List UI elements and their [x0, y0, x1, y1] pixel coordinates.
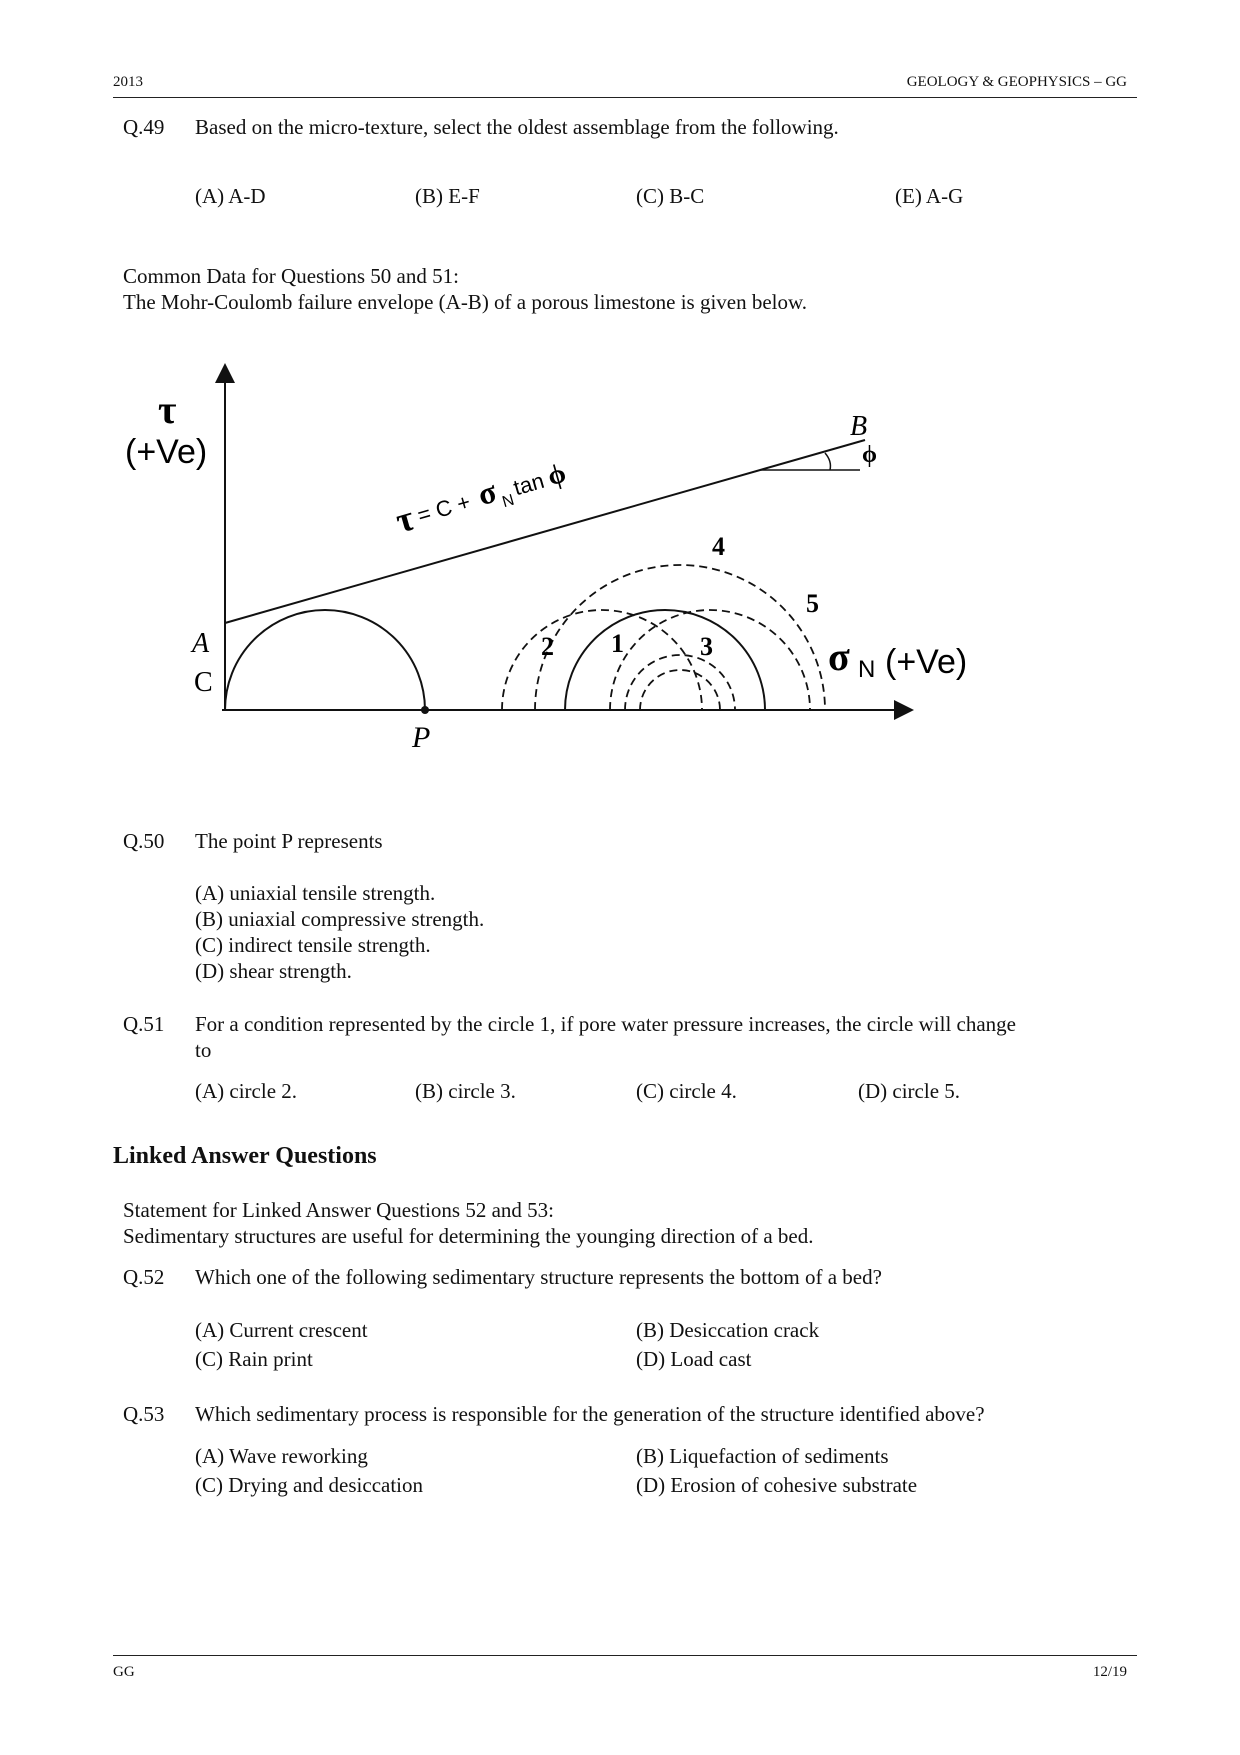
phi-angle-arc — [825, 453, 830, 470]
q49-option-b: (B) E-F — [415, 184, 480, 208]
q52-number: Q.52 — [123, 1265, 165, 1289]
linked-statement-text: Sedimentary structures are useful for determining the younging direction of a bed. — [123, 1224, 814, 1248]
circle-label-1: 1 — [611, 629, 624, 658]
q53-text: Which sedimentary process is responsible for the generation of the structure identified above? — [195, 1402, 985, 1426]
q49-option-e: (E) A-G — [895, 184, 964, 208]
q49-number: Q.49 — [123, 115, 165, 139]
label-b: B — [850, 411, 868, 442]
sigma-axis-symbol: σ — [828, 634, 850, 679]
q51-option-b: (B) circle 3. — [415, 1079, 516, 1103]
equation-subscript: N — [500, 491, 517, 512]
q53-option-c: (C) Drying and desiccation — [195, 1473, 424, 1497]
q53-option-d: (D) Erosion of cohesive substrate — [636, 1473, 918, 1497]
sigma-axis-subscript: N — [858, 656, 876, 683]
common-data-text: The Mohr-Coulomb failure envelope (A-B) of a porous limestone is given below. — [123, 290, 808, 314]
header-year: 2013 — [113, 74, 143, 90]
equation-phi: ϕ — [544, 457, 570, 493]
q49-text: Based on the micro-texture, select the oldest assemblage from the following. — [195, 115, 839, 139]
q51-number: Q.51 — [123, 1012, 165, 1036]
label-c: C — [194, 667, 213, 698]
mohr-circle-2 — [502, 610, 702, 710]
q49-option-a: (A) A-D — [195, 184, 266, 208]
label-a: A — [192, 628, 210, 659]
circle-label-5: 5 — [806, 589, 819, 618]
mohr-circle-3-inner — [640, 670, 720, 710]
mohr-circle-4 — [535, 565, 825, 710]
mohr-circle-1 — [565, 610, 765, 710]
q50-option-a: (A) uniaxial tensile strength. — [195, 881, 436, 905]
footer-rule — [113, 1655, 1137, 1656]
header-rule — [113, 97, 1137, 98]
footer-page-number: 12/19 — [1092, 1664, 1127, 1680]
q51-text-line2: to — [195, 1038, 212, 1062]
tau-axis-sign: (+Ve) — [125, 433, 208, 471]
q52-option-a: (A) Current crescent — [195, 1318, 368, 1342]
equation-sigma: σ — [473, 472, 501, 513]
q50-text: The point P represents — [195, 829, 383, 853]
equation-tan: tan — [510, 467, 547, 501]
q52-option-c: (C) Rain print — [195, 1347, 313, 1371]
q51-option-a: (A) circle 2. — [195, 1079, 298, 1103]
point-p — [421, 706, 429, 714]
mohr-coulomb-diagram — [110, 355, 1010, 775]
equation-middle: = C + — [414, 489, 474, 528]
circle-label-4: 4 — [712, 532, 725, 561]
circle-label-3: 3 — [700, 632, 713, 661]
q49-option-c: (C) B-C — [636, 184, 705, 208]
q52-text: Which one of the following sedimentary structure represents the bottom of a bed? — [195, 1265, 882, 1289]
label-phi-angle: ϕ — [862, 442, 877, 468]
q50-option-b: (B) uniaxial compressive strength. — [195, 907, 485, 931]
label-p: P — [412, 721, 431, 754]
q53-number: Q.53 — [123, 1402, 165, 1426]
q50-option-d: (D) shear strength. — [195, 959, 352, 983]
sigma-axis-sign: (+Ve) — [885, 643, 968, 681]
q51-text-line1: For a condition represented by the circle 1, if pore water pressure increases, the circle will change — [195, 1012, 1016, 1036]
q50-number: Q.50 — [123, 829, 165, 853]
q53-option-b: (B) Liquefaction of sediments — [636, 1444, 889, 1468]
linked-statement-heading: Statement for Linked Answer Questions 52 and 53: — [123, 1198, 555, 1222]
q52-option-b: (B) Desiccation crack — [636, 1318, 820, 1342]
mohr-circle-tensile — [225, 610, 425, 710]
equation-tau: τ — [391, 497, 419, 541]
q53-option-a: (A) Wave reworking — [195, 1444, 368, 1468]
q50-option-c: (C) indirect tensile strength. — [195, 933, 431, 957]
q52-option-d: (D) Load cast — [636, 1347, 752, 1371]
envelope-equation — [391, 453, 571, 541]
q51-option-c: (C) circle 4. — [636, 1079, 737, 1103]
header-subject: GEOLOGY & GEOPHYSICS – GG — [906, 74, 1127, 90]
q51-option-d: (D) circle 5. — [858, 1079, 961, 1103]
common-data-heading: Common Data for Questions 50 and 51: — [123, 264, 459, 288]
circle-label-2: 2 — [541, 632, 554, 661]
footer-left: GG — [113, 1664, 135, 1680]
section-heading-linked: Linked Answer Questions — [113, 1143, 377, 1169]
tau-axis-symbol: τ — [158, 387, 177, 432]
